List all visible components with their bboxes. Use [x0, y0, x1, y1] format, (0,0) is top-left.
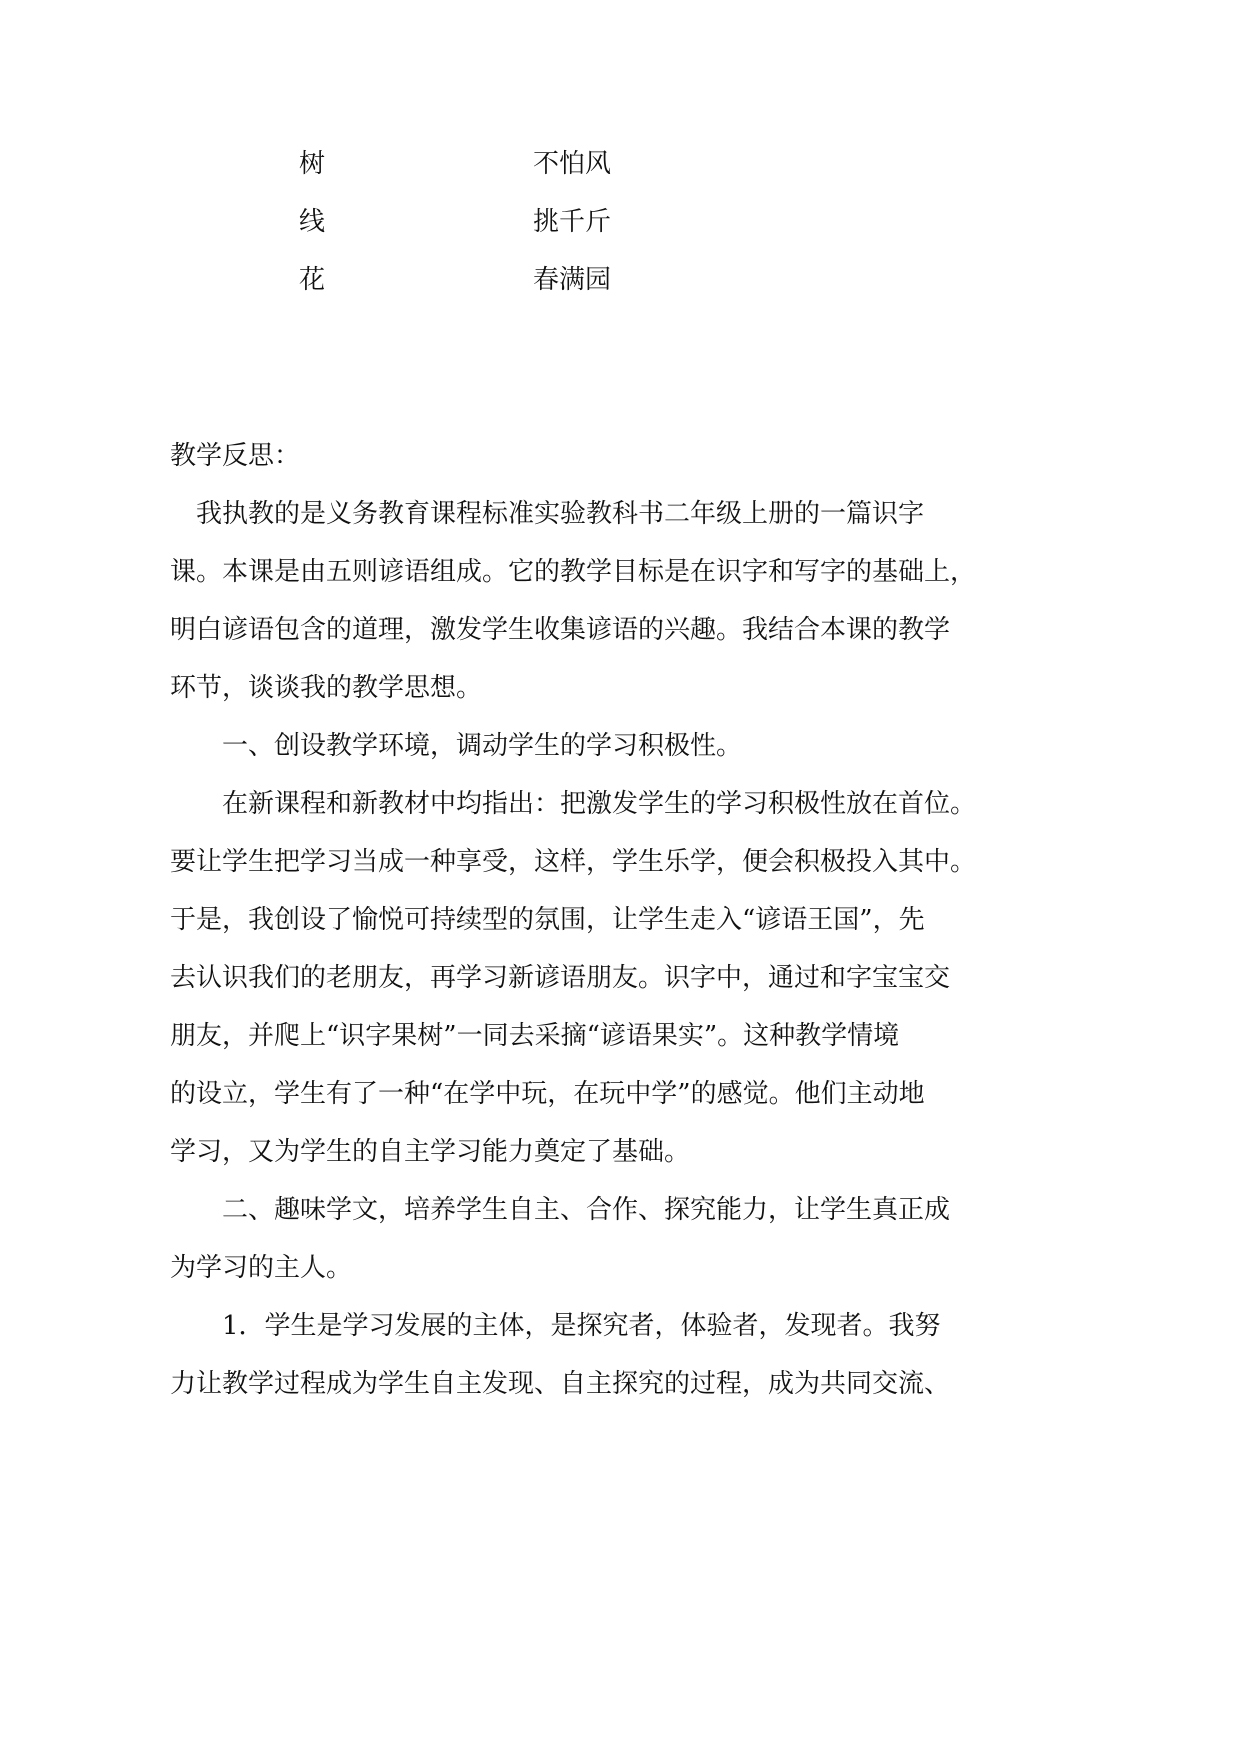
matching-right-phrase: 挑千斤	[533, 207, 612, 237]
matching-left-word: 花	[299, 265, 326, 295]
paragraph-line: 学习，又为学生的自主学习能力奠定了基础。	[170, 1137, 691, 1167]
paragraph-line: 课。本课是由五则谚语组成。它的教学目标是在识字和写字的基础上，	[170, 557, 977, 587]
matching-right-phrase: 不怕风	[533, 149, 612, 179]
paragraph-line: 一、创设教学环境，调动学生的学习积极性。	[170, 731, 743, 761]
matching-row	[0, 260, 1102, 300]
matching-right-phrase: 春满园	[533, 265, 612, 295]
matching-row	[0, 202, 1102, 242]
paragraph-line: 在新课程和新教材中均指出：把激发学生的学习积极性放在首位。	[170, 789, 977, 819]
matching-left-word: 线	[299, 207, 326, 237]
matching-left-word: 树	[299, 149, 326, 179]
paragraph-line: 环节，谈谈我的教学思想。	[170, 673, 483, 703]
matching-row	[0, 144, 1102, 184]
paragraph-line: 朋友，并爬上“识字果树”一同去采摘“谚语果实”。这种教学情境	[170, 1021, 900, 1051]
paragraph-line: 为学习的主人。	[170, 1253, 353, 1283]
paragraph-line: 1．学生是学习发展的主体，是探究者，体验者，发现者。我努	[170, 1311, 941, 1341]
paragraph-line: 明白谚语包含的道理，激发学生收集谚语的兴趣。我结合本课的教学	[170, 615, 951, 645]
reflection-heading: 教学反思：	[170, 441, 301, 471]
paragraph-line: 去认识我们的老朋友，再学习新谚语朋友。识字中，通过和字宝宝交	[170, 963, 951, 993]
paragraph-line: 二、趣味学文，培养学生自主、合作、探究能力，让学生真正成	[170, 1195, 951, 1225]
paragraph-line: 力让教学过程成为学生自主发现、自主探究的过程，成为共同交流、	[170, 1369, 951, 1399]
paragraph-line: 的设立，学生有了一种“在学中玩，在玩中学”的感觉。他们主动地	[170, 1079, 925, 1109]
paragraph-line: 要让学生把学习当成一种享受，这样，学生乐学，便会积极投入其中。	[170, 847, 977, 877]
paragraph-line: 于是，我创设了愉悦可持续型的氛围，让学生走入“谚语王国”，先	[170, 905, 925, 935]
paragraph-line: 我执教的是义务教育课程标准实验教科书二年级上册的一篇识字	[170, 499, 925, 529]
